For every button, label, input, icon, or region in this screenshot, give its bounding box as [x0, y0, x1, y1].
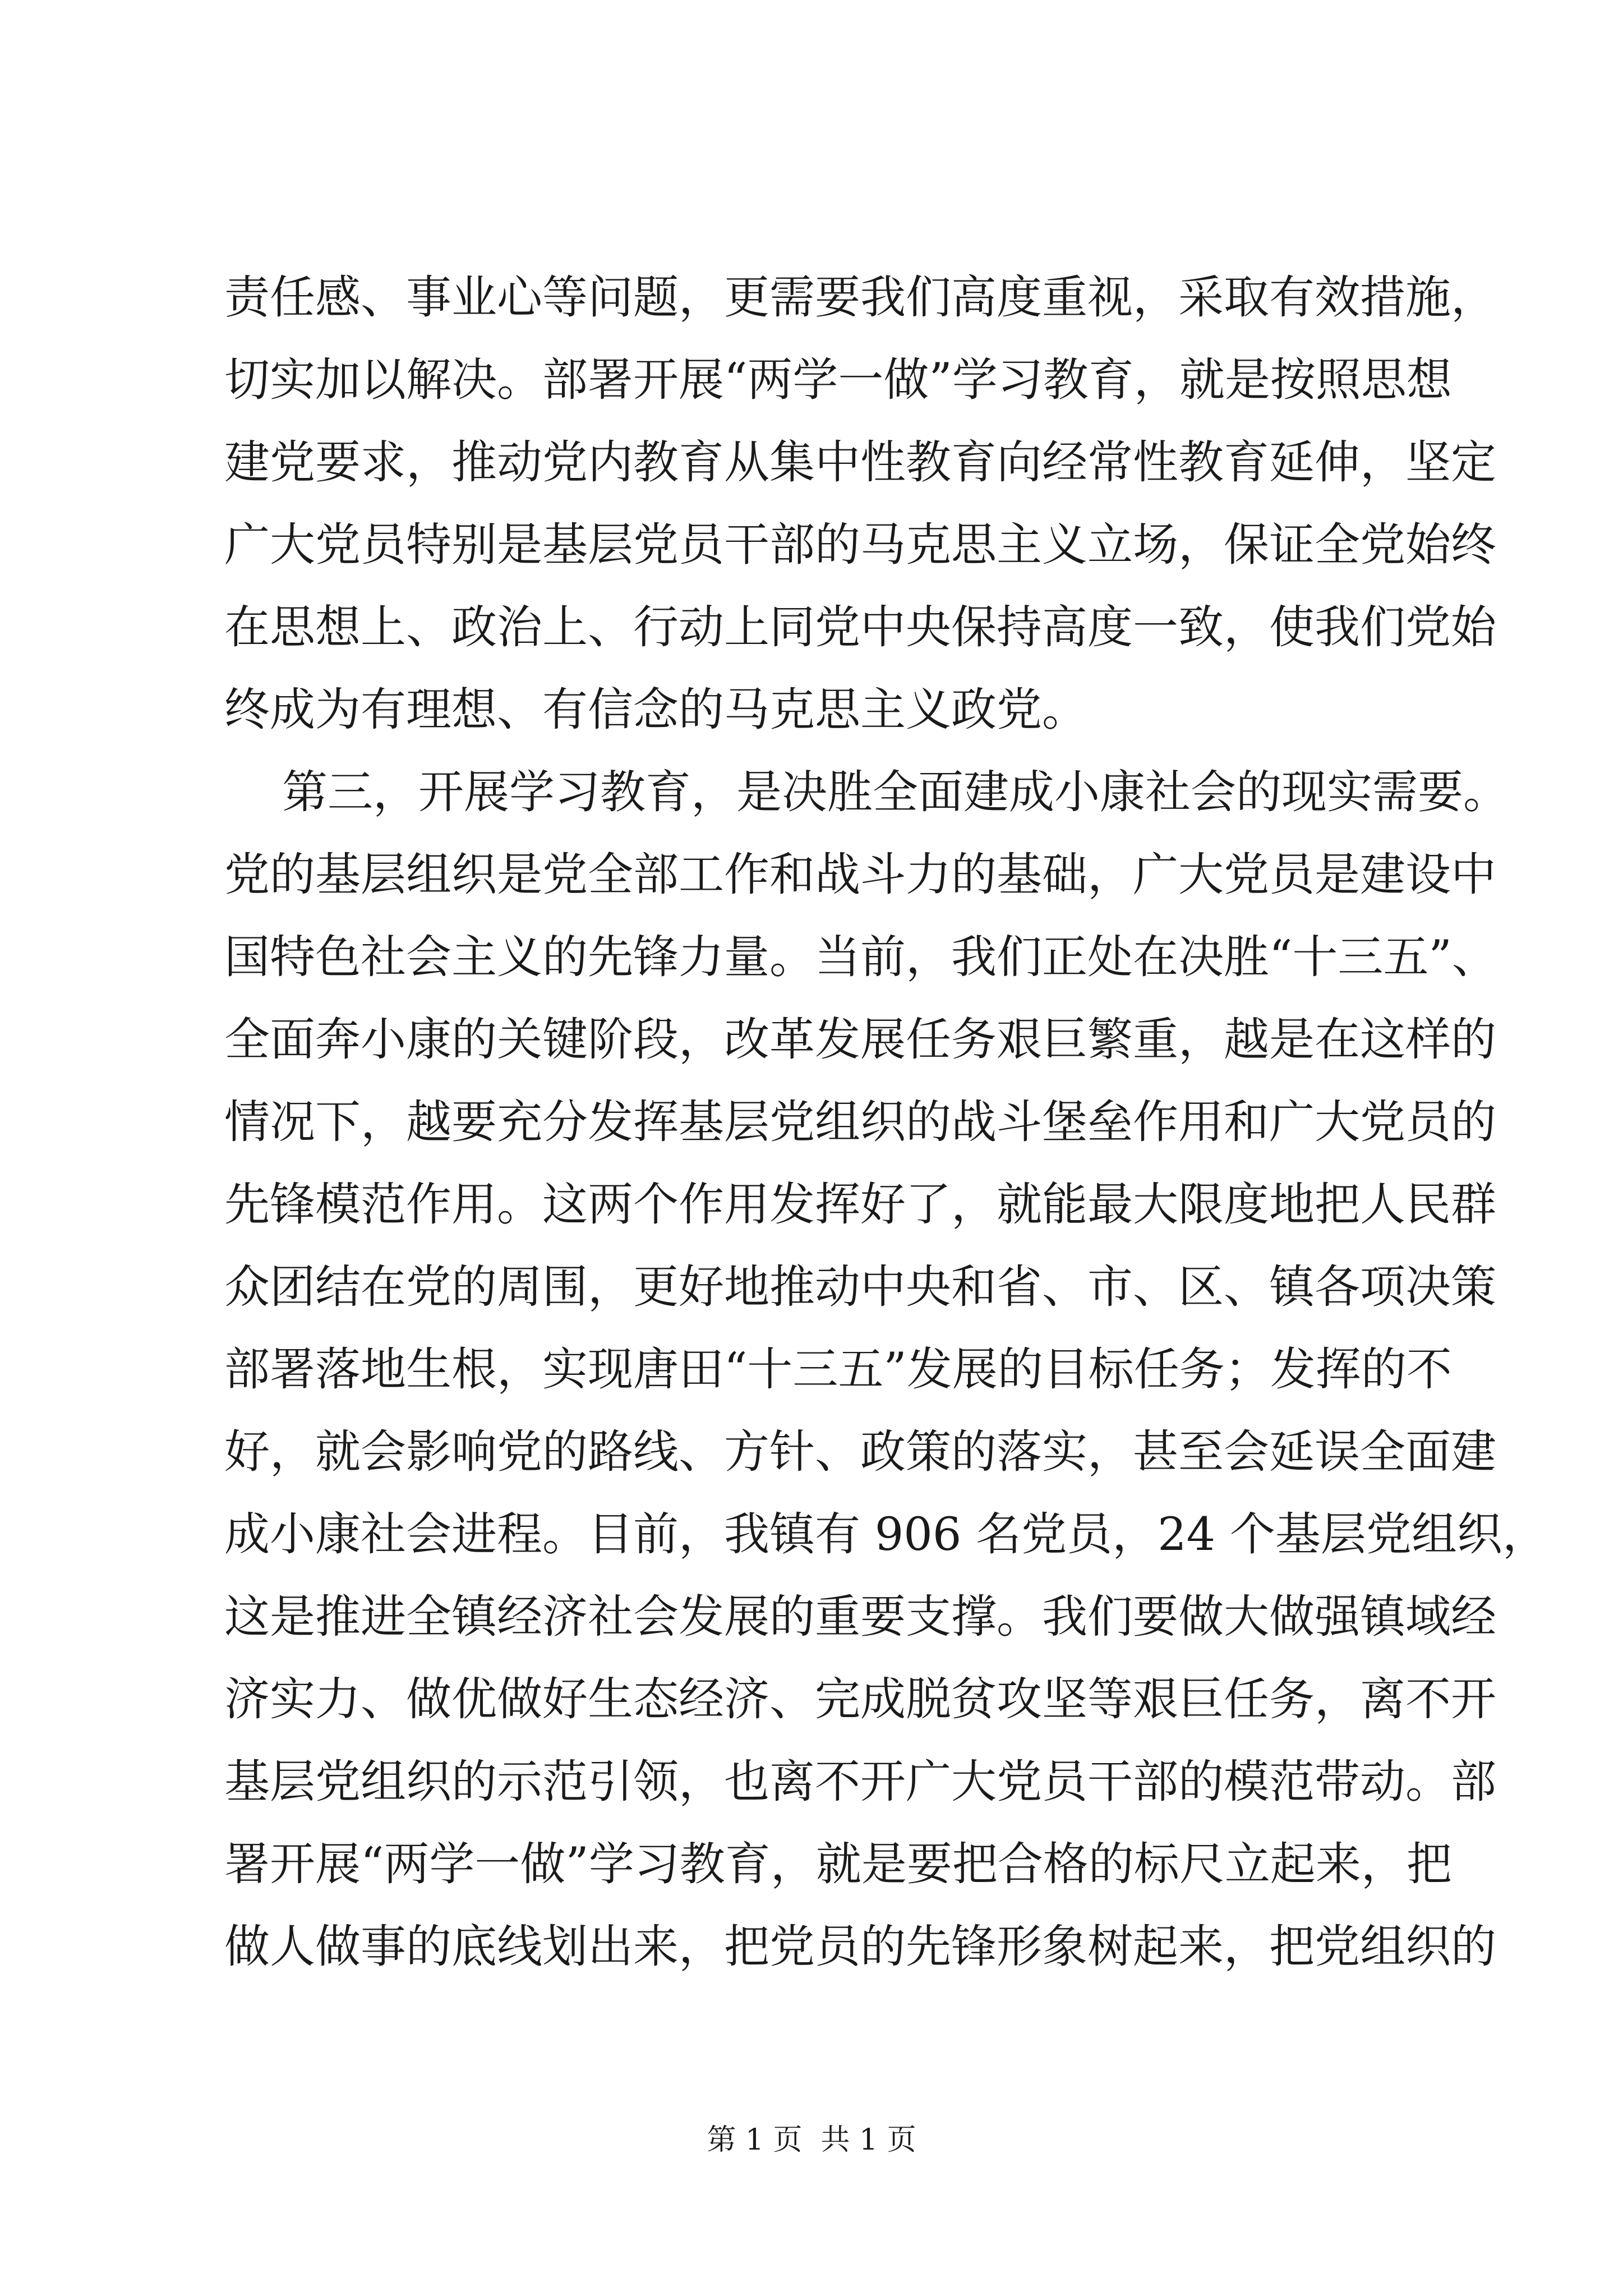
text-line: 情况下，越要充分发挥基层党组织的战斗堡垒作用和广大党员的	[224, 1096, 1497, 1149]
text-line: 部署落地生根，实现唐田“十三五”发展的目标任务；发挥的不	[224, 1343, 1452, 1396]
text-line: 这是推进全镇经济社会发展的重要支撑。我们要做大做强镇域经	[224, 1591, 1497, 1644]
text-line: 署开展“两学一做”学习教育，就是要把合格的标尺立起来，把	[224, 1838, 1452, 1891]
text-line: 做人做事的底线划出来，把党员的先锋形象树起来，把党组织的	[224, 1921, 1497, 1973]
text-line: 广大党员特别是基层党员干部的马克思主义立场，保证全党始终	[224, 519, 1497, 572]
text-line: 好，就会影响党的路线、方针、政策的落实，甚至会延误全面建	[224, 1426, 1497, 1479]
text-line: 国特色社会主义的先锋力量。当前，我们正处在决胜“十三五”、	[224, 931, 1497, 984]
text-line: 济实力、做优做好生态经济、完成脱贫攻坚等艰巨任务，离不开	[224, 1673, 1497, 1726]
text-line: 切实加以解决。部署开展“两学一做”学习教育，就是按照思想	[224, 354, 1452, 407]
text-line: 成小康社会进程。目前，我镇有 906 名党员，24 个基层党组织，	[224, 1508, 1548, 1561]
text-line: 责任感、事业心等问题，更需要我们高度重视，采取有效措施，	[224, 272, 1497, 324]
text-line: 众团结在党的周围，更好地推动中央和省、市、区、镇各项决策	[224, 1261, 1497, 1314]
text-line: 第三，开展学习教育，是决胜全面建成小康社会的现实需要。	[224, 766, 1509, 819]
text-line: 建党要求，推动党内教育从集中性教育向经常性教育延伸，坚定	[224, 436, 1497, 489]
text-line: 在思想上、政治上、行动上同党中央保持高度一致，使我们党始	[224, 601, 1497, 654]
text-line: 基层党组织的示范引领，也离不开广大党员干部的模范带动。部	[224, 1756, 1497, 1809]
text-line: 先锋模范作用。这两个作用发挥好了，就能最大限度地把人民群	[224, 1179, 1497, 1231]
text-line: 终成为有理想、有信念的马克思主义政党。	[224, 684, 1088, 737]
page-footer	[0, 2120, 1623, 2160]
page-number-label: 第 1 页 共 1 页	[707, 2123, 916, 2157]
text-line: 全面奔小康的关键阶段，改革发展任务艰巨繁重，越是在这样的	[224, 1014, 1497, 1066]
document-body	[224, 257, 1548, 1989]
text-line: 党的基层组织是党全部工作和战斗力的基础，广大党员是建设中	[224, 849, 1497, 901]
